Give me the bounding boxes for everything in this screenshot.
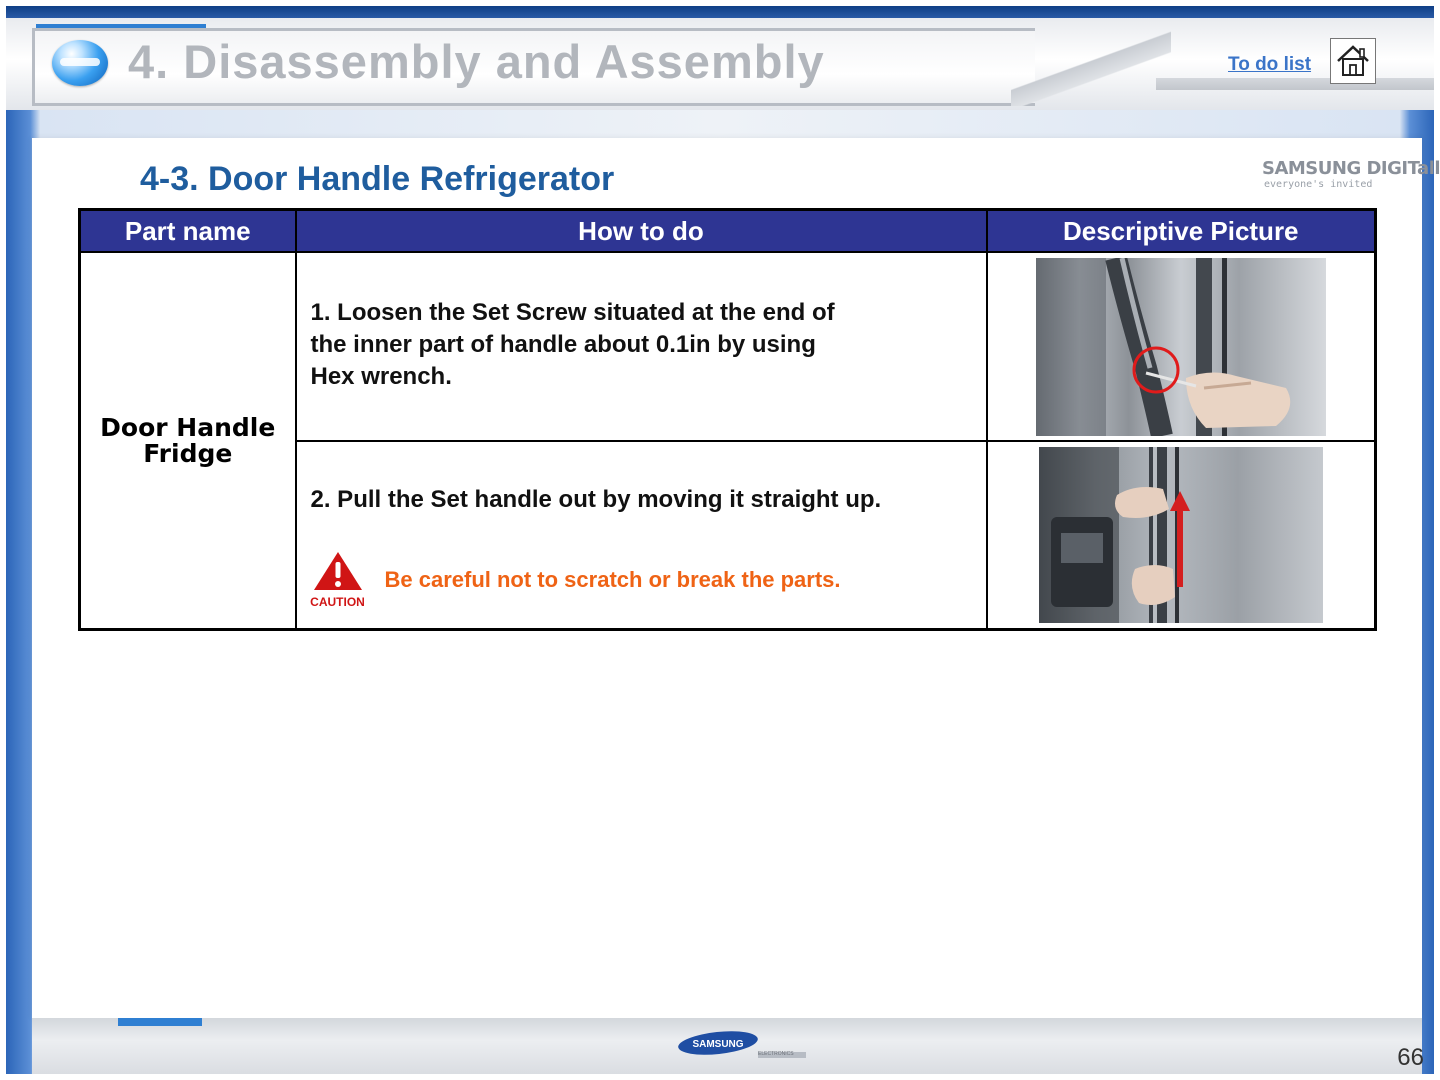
table-row <box>80 252 1376 441</box>
footer-accent <box>118 1018 202 1026</box>
step-2-cell <box>296 441 987 629</box>
home-button[interactable] <box>1330 38 1376 84</box>
header-rail <box>1156 78 1434 90</box>
samsung-footer-logo-subtext: ELECTRONICS <box>758 1051 794 1057</box>
page-title: 4. Disassembly and Assembly <box>128 35 825 88</box>
procedure-table <box>78 208 1377 631</box>
samsung-footer-logo <box>676 1030 760 1056</box>
step-2-picture-cell <box>987 441 1376 629</box>
to-do-list-link[interactable]: To do list <box>1228 54 1312 75</box>
step-1-line-2: the inner part of handle about 0.1in by using <box>310 331 816 358</box>
step-1-text <box>297 297 986 393</box>
top-accent-bar <box>6 6 1434 18</box>
step-1-photo <box>1036 258 1326 436</box>
home-icon <box>1335 43 1371 79</box>
step-2-photo <box>1039 447 1323 623</box>
step-1-line-1: 1. Loosen the Set Screw situated at the end of <box>310 299 835 326</box>
part-name-line1: Door Handle <box>100 412 276 442</box>
part-name-line2: Fridge <box>143 438 233 468</box>
column-header-how-to-do: How to do <box>296 210 987 253</box>
step-1-picture-cell <box>987 252 1376 441</box>
column-header-part-name: Part name <box>80 210 296 253</box>
section-title: 4-3. Door Handle Refrigerator <box>140 160 615 198</box>
header-slant <box>1011 28 1171 106</box>
step-1-cell <box>296 252 987 441</box>
samsung-footer-logo-text: SAMSUNG <box>692 1039 744 1050</box>
globe-orb-icon <box>52 40 108 86</box>
part-name-cell <box>80 252 296 630</box>
step-2-text: 2. Pull the Set handle out by moving it straight up. <box>310 486 882 514</box>
column-header-descriptive-picture: Descriptive Picture <box>987 210 1376 253</box>
caution-row <box>297 550 986 609</box>
caution-text: Be careful not to scratch or break the parts. <box>384 566 841 592</box>
table-header-row <box>80 210 1376 253</box>
caution-icon <box>309 550 367 609</box>
page-number: 66 <box>1397 1044 1424 1071</box>
samsung-digital-logo: SAMSUNG DIGITall <box>1262 158 1440 179</box>
samsung-digital-tagline: everyone's invited <box>1264 179 1373 190</box>
caution-label: CAUTION <box>310 595 365 610</box>
samsung-footer-logo-sub <box>758 1052 806 1058</box>
step-1-line-3: Hex wrench. <box>310 363 452 390</box>
warning-triangle-icon <box>312 550 364 592</box>
